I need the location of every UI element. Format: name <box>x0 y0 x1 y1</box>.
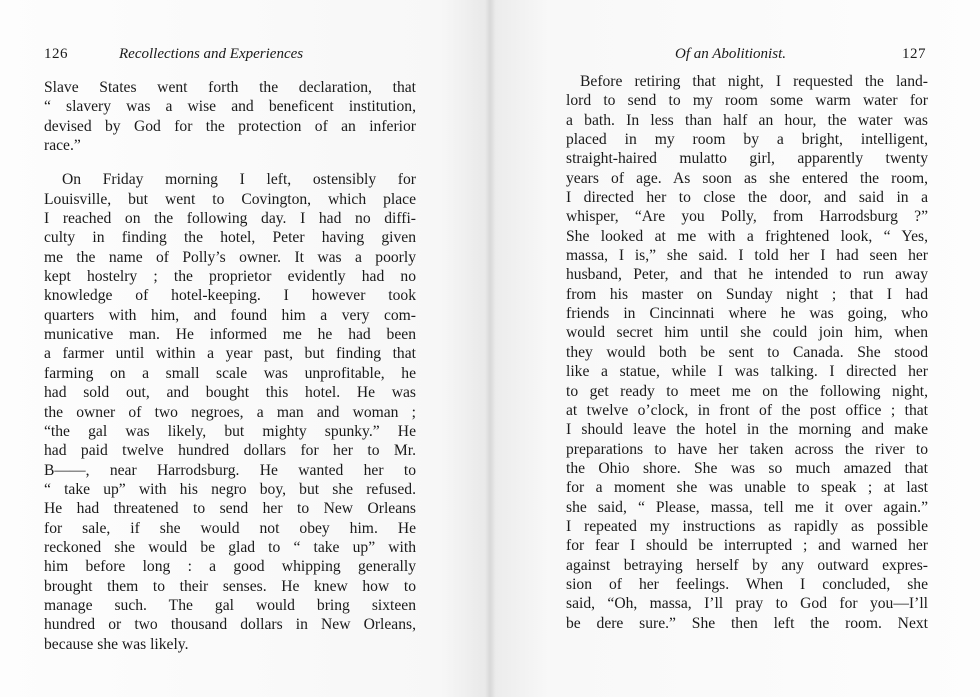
text-line: massa, I is,” she said. I told her I had seen her <box>566 247 928 265</box>
text-line: friends in Cincinnati where he was going, who <box>566 305 928 323</box>
text-line: I repeated my instructions as rapidly as possible <box>566 517 928 535</box>
text-line: like a statue, while I was talking. I directed her <box>566 363 928 381</box>
text-line: him before long : a good whipping generally <box>44 558 416 576</box>
text-line: “ take up” with his negro boy, but she refused. <box>44 480 416 498</box>
right-page <box>490 0 980 697</box>
text-line: B——, near Harrodsburg. He wanted her to <box>44 461 416 479</box>
text-line: culty in finding the hotel, Peter having given <box>44 229 416 247</box>
text-line: reckoned she would be glad to “ take up” with <box>44 538 416 556</box>
right-running-head: Of an Abolitionist. <box>675 46 786 62</box>
text-line: quarters with him, and found him a very com- <box>44 306 416 324</box>
text-line: the owner of two negroes, a man and woman ; <box>44 403 416 421</box>
right-page-body <box>566 72 928 633</box>
text-line: for sale, if she would not obey him. He <box>44 519 416 537</box>
text-line: devised by God for the protection of an inferior <box>44 117 416 135</box>
text-line: a bath. In less than half an hour, the water was <box>566 111 928 129</box>
left-page-body <box>44 78 416 654</box>
text-line: hundred or two thousand dollars in New Orleans, <box>44 616 416 634</box>
text-line: for a moment she was unable to speak ; at last <box>566 479 928 497</box>
text-line: me the name of Polly’s owner. It was a poorly <box>44 248 416 266</box>
text-line: sion of her feelings. When I concluded, she <box>566 575 928 593</box>
text-line: farming on a small scale was unprofitable, he <box>44 364 416 382</box>
text-line: She looked at me with a frightened look, “ Yes, <box>566 227 928 245</box>
text-line: against betraying herself by any outward expres- <box>566 556 928 574</box>
text-line: I directed her to close the door, and said in a <box>566 189 928 207</box>
text-line: whisper, “Are you Polly, from Harrodsburg ?” <box>566 208 928 226</box>
text-line: “ slavery was a wise and beneficent institution, <box>44 98 416 116</box>
text-line: He had threatened to send her to New Orleans <box>44 500 416 518</box>
text-line: at twelve o’clock, in front of the post office ; that <box>566 401 928 419</box>
text-line: from his master on Sunday night ; that I had <box>566 285 928 303</box>
text-line: preparations to have her taken across the river to <box>566 440 928 458</box>
text-line: I should leave the hotel in the morning and make <box>566 421 928 439</box>
left-running-head: Recollections and Experiences <box>119 46 304 62</box>
text-line: placed in my room by a bright, intelligent, <box>566 131 928 149</box>
text-line: municative man. He informed me he had been <box>44 326 416 344</box>
text-line: years of age. As soon as she entered the room, <box>566 169 928 187</box>
text-line: the Ohio shore. She was so much amazed that <box>566 459 928 477</box>
text-line: kept hostelry ; the proprietor evidently had no <box>44 268 416 286</box>
text-line: knowledge of hotel-keeping. I however took <box>44 287 416 305</box>
text-line: had paid twelve hundred dollars for her to Mr. <box>44 442 416 460</box>
text-line: race.” <box>44 137 81 155</box>
text-line: they would both be sent to Canada. She stood <box>566 343 928 361</box>
text-line: to get ready to meet me on the following night, <box>566 382 928 400</box>
text-line: straight-haired mulatto girl, apparently twenty <box>566 150 928 168</box>
text-line: be dere sure.” She then left the room. Next <box>566 614 928 632</box>
text-line: brought them to their senses. He knew how to <box>44 577 416 595</box>
text-line: I reached on the following day. I had no diffi- <box>44 210 416 228</box>
left-page-number: 126 <box>44 46 68 62</box>
text-line: a farmer until within a year past, but finding that <box>44 345 416 363</box>
text-line: Louisville, but went to Covington, which place <box>44 190 416 208</box>
text-line: said, “Oh, massa, I’ll pray to God for you—I’ll <box>566 595 928 613</box>
text-line: Slave States went forth the declaration, that <box>44 79 416 96</box>
text-line: manage such. The gal would bring sixteen <box>44 596 416 614</box>
right-page-number: 127 <box>902 46 926 62</box>
text-line: On Friday morning I left, ostensibly for <box>62 171 416 189</box>
paragraph-gap <box>44 155 416 170</box>
text-line: she said, “ Please, massa, tell me it over again.” <box>566 498 928 516</box>
text-line: husband, Peter, and that he intended to run away <box>566 266 928 284</box>
text-line: “the gal was likely, but mighty spunky.” He <box>44 422 416 440</box>
text-line: had sold out, and bought this hotel. He was <box>44 384 416 402</box>
text-line: lord to send to my room some warm water for <box>566 92 928 110</box>
text-line: because she was likely. <box>44 635 189 653</box>
text-line: would secret him until she could join him, when <box>566 324 928 342</box>
text-line: Before retiring that night, I requested the land- <box>580 73 928 90</box>
text-line: for fear I should be interrupted ; and warned her <box>566 537 928 555</box>
